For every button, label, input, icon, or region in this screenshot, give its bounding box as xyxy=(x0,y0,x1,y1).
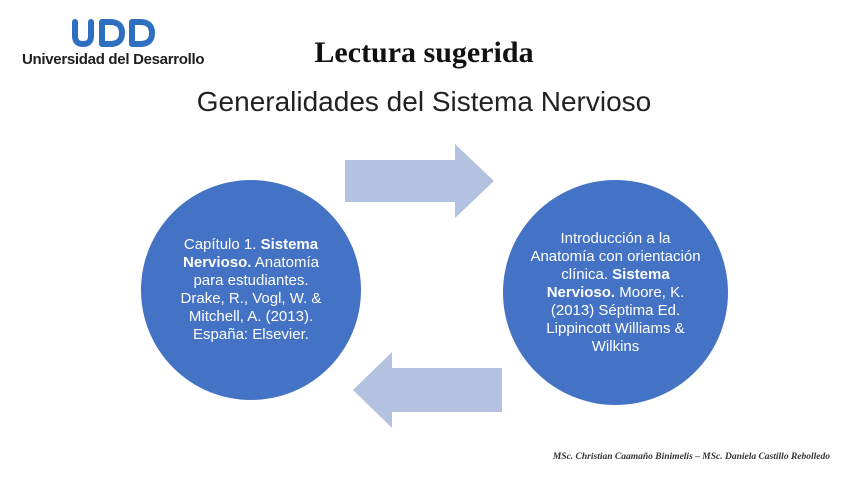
arrow-right-icon xyxy=(345,144,494,218)
reading-card-right xyxy=(503,180,728,405)
arrow-left-icon xyxy=(353,352,502,428)
reading-card-left xyxy=(141,180,361,400)
footer-credits: MSc. Christian Caamaño Binimelis – MSc. Daniela Castillo Rebolledo xyxy=(552,452,830,462)
logo-university-name: Universidad del Desarrollo xyxy=(22,51,205,68)
right-card-text-pre: Introducción a la Anatomía con orientación clínica. xyxy=(530,229,701,283)
right-card-text-bold: Sistema Nervioso. xyxy=(546,265,670,301)
left-card-text-bold: Sistema Nervioso. xyxy=(183,236,319,271)
left-card-text-post: Anatomía para estudiantes. Drake, R., Vogl, W. & Mitchell, A. (2013). España: Elsevier. xyxy=(180,254,322,343)
reading-card-left-text xyxy=(171,236,331,344)
reading-card-right-text xyxy=(529,230,702,356)
slide-title: Lectura sugerida xyxy=(314,36,534,69)
left-card-text-pre: Capítulo 1. xyxy=(183,236,261,253)
slide-subtitle: Generalidades del Sistema Nervioso xyxy=(196,86,652,117)
right-card-text-post: Moore, K. (2013) Séptima Ed. Lippincott Williams & Wilkins xyxy=(546,283,685,355)
